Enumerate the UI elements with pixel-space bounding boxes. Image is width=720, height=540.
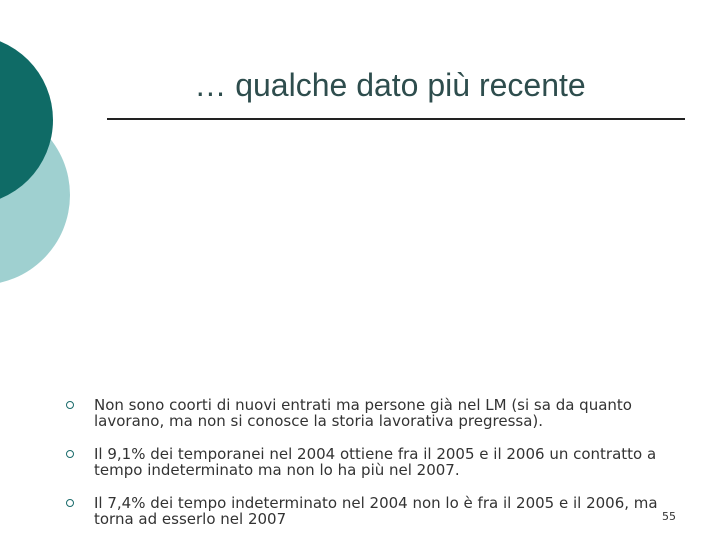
bullet-item <box>66 397 686 429</box>
bullet-item <box>66 495 686 527</box>
bullet-text: Il 9,1% dei temporanei nel 2004 ottiene fra il 2005 e il 2006 un contratto a tempo indeterminato ma non lo ha più nel 2007. <box>94 445 657 479</box>
ring-bullet-icon <box>66 401 74 409</box>
bullet-text: Non sono coorti di nuovi entrati ma persone già nel LM (si sa da quanto lavorano, ma non si conosce la storia lavorativa pregressa). <box>94 396 632 430</box>
ring-bullet-icon <box>66 450 74 458</box>
page-number: 55 <box>662 510 676 523</box>
slide-title: … qualche dato più recente <box>194 67 586 103</box>
bullet-text: Il 7,4% dei tempo indeterminato nel 2004 non lo è fra il 2005 e il 2006, ma torna ad esserlo nel 2007 <box>94 494 658 528</box>
bullet-item <box>66 446 686 478</box>
decorative-circles <box>0 0 80 300</box>
bullet-list <box>66 397 686 540</box>
ring-bullet-icon <box>66 499 74 507</box>
title-underline <box>107 118 685 120</box>
